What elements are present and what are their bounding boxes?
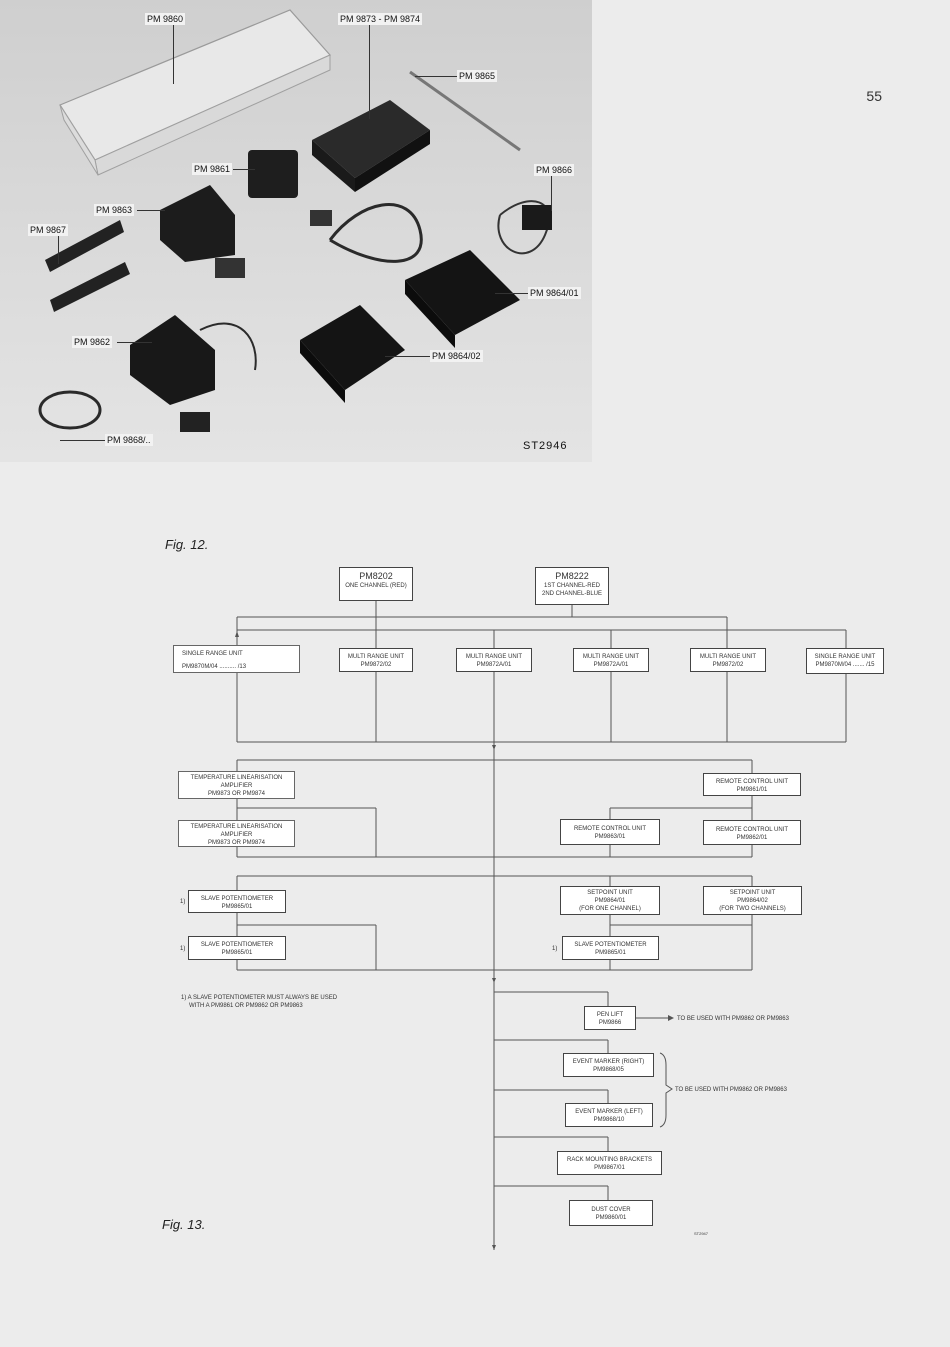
rack-mounting-brackets [557, 1151, 662, 1175]
temperature-unit [178, 771, 295, 799]
setpoint-line: SETPOINT UNIT [587, 890, 633, 896]
label-pm9861: PM 9861 [194, 164, 231, 174]
temp-line: TEMPERATURE LINEARISATION [190, 824, 283, 830]
pen-lift-note: TO BE USED WITH PM9862 OR PM9863 [677, 1016, 789, 1022]
footnote-line: 1) A SLAVE POTENTIOMETER MUST ALWAYS BE USED [181, 995, 338, 1001]
range-unit-line: SINGLE RANGE UNIT [182, 651, 243, 657]
remote-line: REMOTE CONTROL UNIT [715, 827, 789, 833]
recorder-sub: 1ST CHANNEL-RED [544, 583, 600, 589]
remote-line: PM9863/01 [594, 834, 626, 840]
accessory-line: PM9866 [598, 1020, 622, 1026]
range-unit-line: MULTI RANGE UNIT [465, 654, 523, 660]
range-unit [339, 648, 413, 672]
label-pm9866: PM 9866 [536, 165, 573, 175]
remote-control-unit [560, 819, 660, 845]
slave-potentiometer [188, 890, 286, 913]
label-pm9864-01: PM 9864/01 [530, 288, 579, 298]
slave-line: SLAVE POTENTIOMETER [200, 942, 274, 948]
recorder-name: PM8222 [555, 571, 589, 581]
label-pm9862: PM 9862 [74, 337, 111, 347]
diagram-code: ST2947 [694, 1231, 709, 1236]
remote-line: REMOTE CONTROL UNIT [573, 826, 647, 832]
fig13-caption: Fig. 13. [162, 1217, 206, 1232]
event-marker-right [563, 1053, 654, 1077]
recorder-sub: 2ND CHANNEL-BLUE [541, 591, 602, 597]
label-pm9860: PM 9860 [147, 14, 184, 24]
photo-code: ST2946 [523, 440, 568, 452]
accessory-line: PM9867/01 [594, 1165, 625, 1171]
remote-line: REMOTE CONTROL UNIT [715, 779, 789, 785]
label-pm9863: PM 9863 [96, 205, 133, 215]
accessory-line: EVENT MARKER (LEFT) [575, 1109, 643, 1115]
range-unit-line: PM9872/02 [360, 662, 392, 668]
temp-line: AMPLIFIER [220, 783, 253, 789]
range-unit-line: PM9872/02 [712, 662, 744, 668]
temp-line: PM9873 OR PM9874 [207, 840, 266, 846]
range-unit [173, 645, 300, 673]
setpoint-line: PM9864/01 [594, 898, 626, 904]
accessory-line: PEN LIFT [596, 1012, 624, 1018]
recorder-pm8202 [339, 567, 413, 601]
setpoint-line: (FOR ONE CHANNEL) [579, 906, 641, 912]
range-unit [456, 648, 532, 672]
range-unit-line: PM9872A/01 [476, 662, 512, 668]
slave-potentiometer [188, 936, 286, 960]
pen-lift [584, 1006, 636, 1030]
range-unit-line: MULTI RANGE UNIT [582, 654, 640, 660]
range-unit-line: MULTI RANGE UNIT [347, 654, 405, 660]
range-unit [573, 648, 649, 672]
label-pm9868: PM 9868/.. [107, 435, 151, 445]
page-number: 55 [866, 88, 882, 104]
slave-line: SLAVE POTENTIOMETER [574, 942, 647, 948]
range-unit [690, 648, 766, 672]
slave-line: SLAVE POTENTIOMETER [200, 896, 274, 902]
setpoint-line: SETPOINT UNIT [729, 890, 776, 896]
slave-potentiometer [562, 936, 659, 960]
dust-cover [569, 1200, 653, 1226]
setpoint-line: (FOR TWO CHANNELS) [719, 906, 786, 912]
remote-control-unit [703, 773, 801, 796]
fig12-caption: Fig. 12. [165, 537, 209, 552]
label-pm9864-02: PM 9864/02 [432, 351, 481, 361]
recorder-name: PM8202 [359, 571, 393, 581]
accessory-line: PM9868/05 [593, 1067, 624, 1073]
range-unit-line: PM9870M/04 .......... /13 [182, 664, 247, 670]
slave-line: PM9865/01 [595, 950, 626, 956]
accessory-line: RACK MOUNTING BRACKETS [566, 1157, 652, 1163]
recorder-pm8222 [535, 567, 609, 605]
temp-line: TEMPERATURE LINEARISATION [190, 775, 283, 781]
label-pm9873: PM 9873 - PM 9874 [340, 14, 421, 24]
footnote-mark: 1) [180, 899, 186, 905]
setpoint-unit [703, 886, 802, 915]
setpoint-unit [560, 886, 660, 915]
remote-line: PM9862/01 [736, 835, 768, 841]
range-unit-line: SINGLE RANGE UNIT [814, 654, 876, 660]
temperature-unit [178, 820, 295, 847]
setpoint-line: PM9864/02 [737, 898, 768, 904]
slave-line: PM9865/01 [221, 904, 253, 910]
event-marker-left [565, 1103, 653, 1127]
temp-line: AMPLIFIER [220, 832, 253, 838]
range-unit [806, 648, 884, 674]
footnote-mark: 1) [180, 946, 186, 952]
accessory-line: PM9868/10 [593, 1117, 625, 1123]
temp-line: PM9873 OR PM9874 [207, 791, 266, 797]
label-pm9867: PM 9867 [30, 225, 67, 235]
event-marker-note: TO BE USED WITH PM9862 OR PM9863 [675, 1087, 787, 1093]
range-unit-line: PM9872A/01 [593, 662, 629, 668]
footnote-mark: 1) [552, 946, 558, 952]
accessory-line: EVENT MARKER (RIGHT) [572, 1059, 645, 1065]
footnote-line: WITH A PM9861 OR PM9862 OR PM9863 [189, 1003, 303, 1009]
slave-line: PM9865/01 [221, 950, 253, 956]
accessory-line: PM9860/01 [595, 1215, 627, 1221]
range-unit-line: PM9870M/04 ....... /15 [815, 662, 875, 668]
accessory-line: DUST COVER [591, 1207, 631, 1213]
recorder-sub: ONE CHANNEL (RED) [345, 583, 407, 589]
remote-control-unit [703, 820, 801, 845]
footnote [181, 994, 337, 1010]
range-unit-line: MULTI RANGE UNIT [699, 654, 757, 660]
remote-line: PM9861/01 [736, 787, 768, 793]
label-pm9865: PM 9865 [459, 71, 496, 81]
